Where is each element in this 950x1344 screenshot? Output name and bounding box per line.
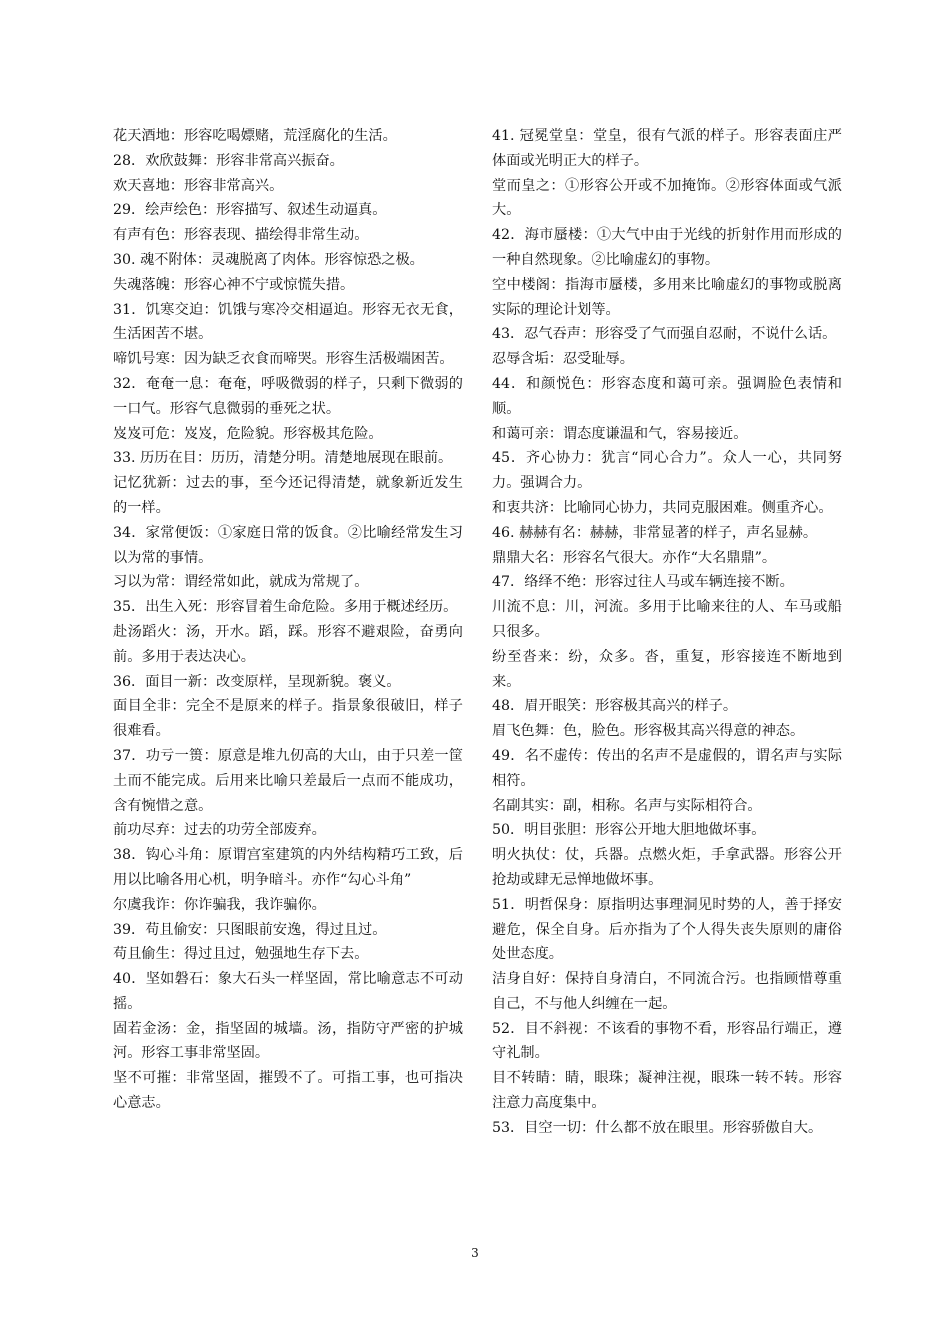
idiom-entry: 苟且偷生：得过且过，勉强地生存下去。	[113, 946, 369, 963]
idiom-entry: 岌岌可危：岌岌，危险貌。形容极其危险。	[113, 425, 383, 442]
idiom-entry: 33. 历历在目：历历，清楚分明。清楚地展现在眼前。	[113, 450, 453, 467]
idiom-entry: 忍辱含垢：忍受耻辱。	[492, 351, 634, 368]
idiom-entry: 固若金汤：金，指坚固的城墙。汤，指防守严密的护城河。形容工事非常坚固。	[113, 1020, 463, 1062]
idiom-entry: 44．和颜悦色：形容态度和蔼可亲。强调脸色表情和顺。	[492, 375, 842, 417]
idiom-entry: 名副其实：副，相称。名声与实际相符合。	[492, 797, 762, 814]
idiom-entry: 赴汤蹈火：汤，开水。蹈，踩。形容不避艰险，奋勇向前。多用于表达决心。	[113, 623, 463, 665]
idiom-entry: 眉飞色舞：色，脸色。形容极其高兴得意的神态。	[492, 723, 805, 740]
idiom-entry: 47．络绎不绝：形容过往人马或车辆连接不断。	[492, 574, 794, 591]
idiom-entry: 42．海市蜃楼：①大气中由于光线的折射作用而形成的一种自然现象。②比喻虚幻的事物。	[492, 227, 842, 268]
idiom-entry: 失魂落魄：形容心神不宁或惊慌失措。	[113, 276, 355, 293]
idiom-entry: 39．苟且偷安：只图眼前安逸，得过且过。	[113, 921, 387, 938]
idiom-entry: 洁身自好：保持自身清白，不同流合污。也指顾惜尊重自己，不与他人纠缠在一起。	[492, 971, 842, 1012]
idiom-entry: 36．面目一新：改变原样，呈现新貌。褒义。	[113, 673, 401, 690]
idiom-entry: 50．明目张胆：形容公开地大胆地做坏事。	[492, 822, 766, 839]
idiom-entry: 43．忍气吞声：形容受了气而强自忍耐，不说什么话。	[492, 326, 837, 343]
idiom-entry: 明火执仗：仗，兵器。点燃火炬，手拿武器。形容公开抢劫或肆无忌惮地做坏事。	[492, 847, 842, 888]
page-number: 3	[471, 1246, 479, 1260]
idiom-entry: 堂而皇之：①形容公开或不加掩饰。②形容体面或气派大。	[492, 177, 842, 219]
idiom-entry: 前功尽弃：过去的功劳全部废弃。	[113, 822, 326, 839]
idiom-entry: 川流不息：川，河流。多用于比喻来往的人、车马或船只很多。	[492, 599, 842, 640]
idiom-entry: 37．功亏一篑：原意是堆九仞高的大山，由于只差一筐土而不能完成。后用来比喻只差最后一点而不能成功，含有惋惜之意。	[113, 747, 463, 814]
idiom-entry: 28．欢欣鼓舞：形容非常高兴振奋。	[113, 152, 344, 169]
idiom-entry: 尔虞我诈：你诈骗我，我诈骗你。	[113, 896, 326, 913]
idiom-entry: 32．奄奄一息：奄奄，呼吸微弱的样子，只剩下微弱的一口气。形容气息微弱的垂死之状。	[113, 375, 463, 417]
idiom-entry: 记忆犹新：过去的事，至今还记得清楚，就象新近发生的一样。	[113, 475, 463, 516]
left-text-column	[113, 124, 463, 1116]
idiom-entry: 35．出生入死：形容冒着生命危险。多用于概述经历。	[113, 599, 458, 616]
idiom-entry: 52．目不斜视：不该看的事物不看，形容品行端正，遵守礼制。	[492, 1020, 842, 1062]
idiom-entry: 空中楼阁：指海市蜃楼，多用来比喻虚幻的事物或脱离实际的理论计划等。	[492, 276, 842, 318]
idiom-entry: 习以为常：谓经常如此，就成为常规了。	[113, 574, 369, 591]
idiom-entry: 29．绘声绘色：形容描写、叙述生动逼真。	[113, 202, 387, 219]
idiom-entry: 目不转睛：睛，眼珠；凝神注视，眼珠一转不转。形容注意力高度集中。	[492, 1070, 842, 1112]
idiom-entry: 30. 魂不附体：灵魂脱离了肉体。形容惊恐之极。	[113, 251, 424, 268]
idiom-entry: 48．眉开眼笑：形容极其高兴的样子。	[492, 698, 738, 715]
idiom-entry: 41. 冠冕堂皇：堂皇，很有气派的样子。形容表面庄严体面或光明正大的样子。	[492, 128, 842, 169]
idiom-entry: 46. 赫赫有名：赫赫，非常显著的样子，声名显赫。	[492, 524, 818, 541]
idiom-entry: 啼饥号寒：因为缺乏衣食而啼哭。形容生活极端困苦。	[113, 351, 454, 368]
idiom-entry: 和蔼可亲：谓态度谦温和气，容易接近。	[492, 425, 748, 442]
idiom-entry: 和衷共济：比喻同心协力，共同克服困难。侧重齐心。	[492, 499, 833, 516]
idiom-entry: 49．名不虚传：传出的名声不是虚假的，谓名声与实际相符。	[492, 747, 842, 789]
idiom-entry: 花天酒地：形容吃喝嫖赌，荒淫腐化的生活。	[113, 128, 397, 144]
idiom-entry: 有声有色：形容表现、描绘得非常生动。	[113, 227, 369, 244]
idiom-entry: 31．饥寒交迫：饥饿与寒冷交相逼迫。形容无衣无食，生活困苦不堪。	[113, 301, 463, 343]
idiom-entry: 53．目空一切：什么都不放在眼里。形容骄傲自大。	[492, 1119, 823, 1136]
right-text-column	[492, 124, 842, 1141]
idiom-entry: 40．坚如磐石：象大石头一样坚固，常比喻意志不可动摇。	[113, 971, 463, 1012]
idiom-entry: 面目全非：完全不是原来的样子。指景象很破旧，样子很难看。	[113, 698, 463, 740]
idiom-entry: 38．钩心斗角：原谓宫室建筑的内外结构精巧工致，后用以比喻各用心机，明争暗斗。亦作“勾心斗角”	[113, 847, 463, 888]
idiom-entry: 坚不可摧：非常坚固，摧毁不了。可指工事，也可指决心意志。	[113, 1070, 463, 1112]
idiom-entry: 纷至沓来：纷，众多。沓，重复，形容接连不断地到来。	[492, 648, 842, 690]
idiom-entry: 34．家常便饭：①家庭日常的饭食。②比喻经常发生习以为常的事情。	[113, 524, 463, 566]
idiom-entry: 45．齐心协力：犹言“同心合力”。众人一心，共同努力。强调合力。	[492, 450, 842, 492]
idiom-entry: 鼎鼎大名：形容名气很大。亦作“大名鼎鼎”。	[492, 549, 777, 566]
idiom-entry: 51．明哲保身：原指明达事理洞见时势的人，善于择安避危，保全自身。后亦指为了个人得失丧失原则的庸俗处世态度。	[492, 896, 842, 963]
idiom-entry: 欢天喜地：形容非常高兴。	[113, 177, 284, 194]
